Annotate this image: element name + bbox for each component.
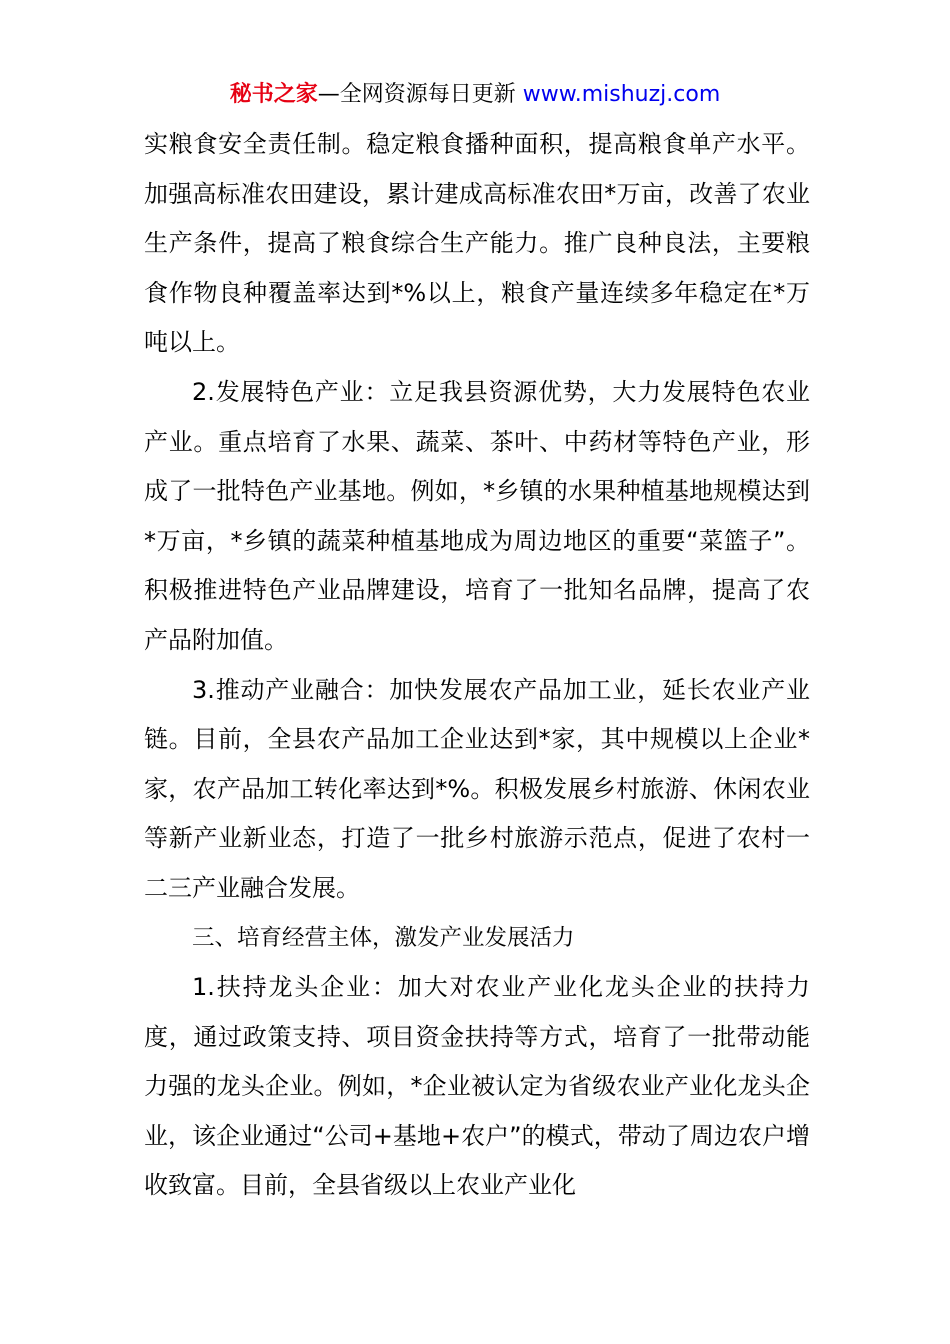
paragraph-grain-security: 实粮食安全责任制。稳定粮食播种面积，提高粮食单产水平。加强高标准农田建设，累计建成高标准农田*万亩，改善了农业生产条件，提高了粮食综合生产能力。推广良种良法，主要粮食作物良种覆盖率达到*%以上，粮食产量连续多年稳定在*万吨以上。: [144, 130, 810, 357]
section-heading: 三、培育经营主体，激发产业发展活力: [192, 924, 575, 951]
paragraph-industry-integration: 3.推动产业融合：加快发展农产品加工业，延长农业产业链。目前，全县农产品加工企业达到*家，其中规模以上企业*家，农产品加工转化率达到*%。积极发展乡村旅游、休闲农业等新产业新业态，打造了一批乡村旅游示范点，促进了农村一二三产业融合发展。: [144, 675, 810, 902]
document-body: [144, 120, 810, 1211]
site-header: [0, 80, 950, 110]
paragraph-leading-enterprises: 1.扶持龙头企业：加大对农业产业化龙头企业的扶持力度，通过政策支持、项目资金扶持等方式，培育了一批带动能力强的龙头企业。例如，*企业被认定为省级农业产业化龙头企业，该企业通过“公司+基地+农户”的模式，带动了周边农户增收致富。目前，全县省级以上农业产业化: [144, 973, 810, 1200]
brand-name: 秘书之家: [229, 82, 318, 107]
paragraph-specialty-industry: 2.发展特色产业：立足我县资源优势，大力发展特色农业产业。重点培育了水果、蔬菜、茶叶、中药材等特色产业，形成了一批特色产业基地。例如，*乡镇的水果种植基地规模达到*万亩，*乡镇的蔬菜种植基地成为周边地区的重要“菜篮子”。积极推进特色产业品牌建设，培育了一批知名品牌，提高了农产品附加值。: [144, 377, 810, 654]
site-url-link[interactable]: www.mishuzj.com: [522, 82, 721, 107]
header-tagline: —全网资源每日更新: [317, 82, 516, 107]
